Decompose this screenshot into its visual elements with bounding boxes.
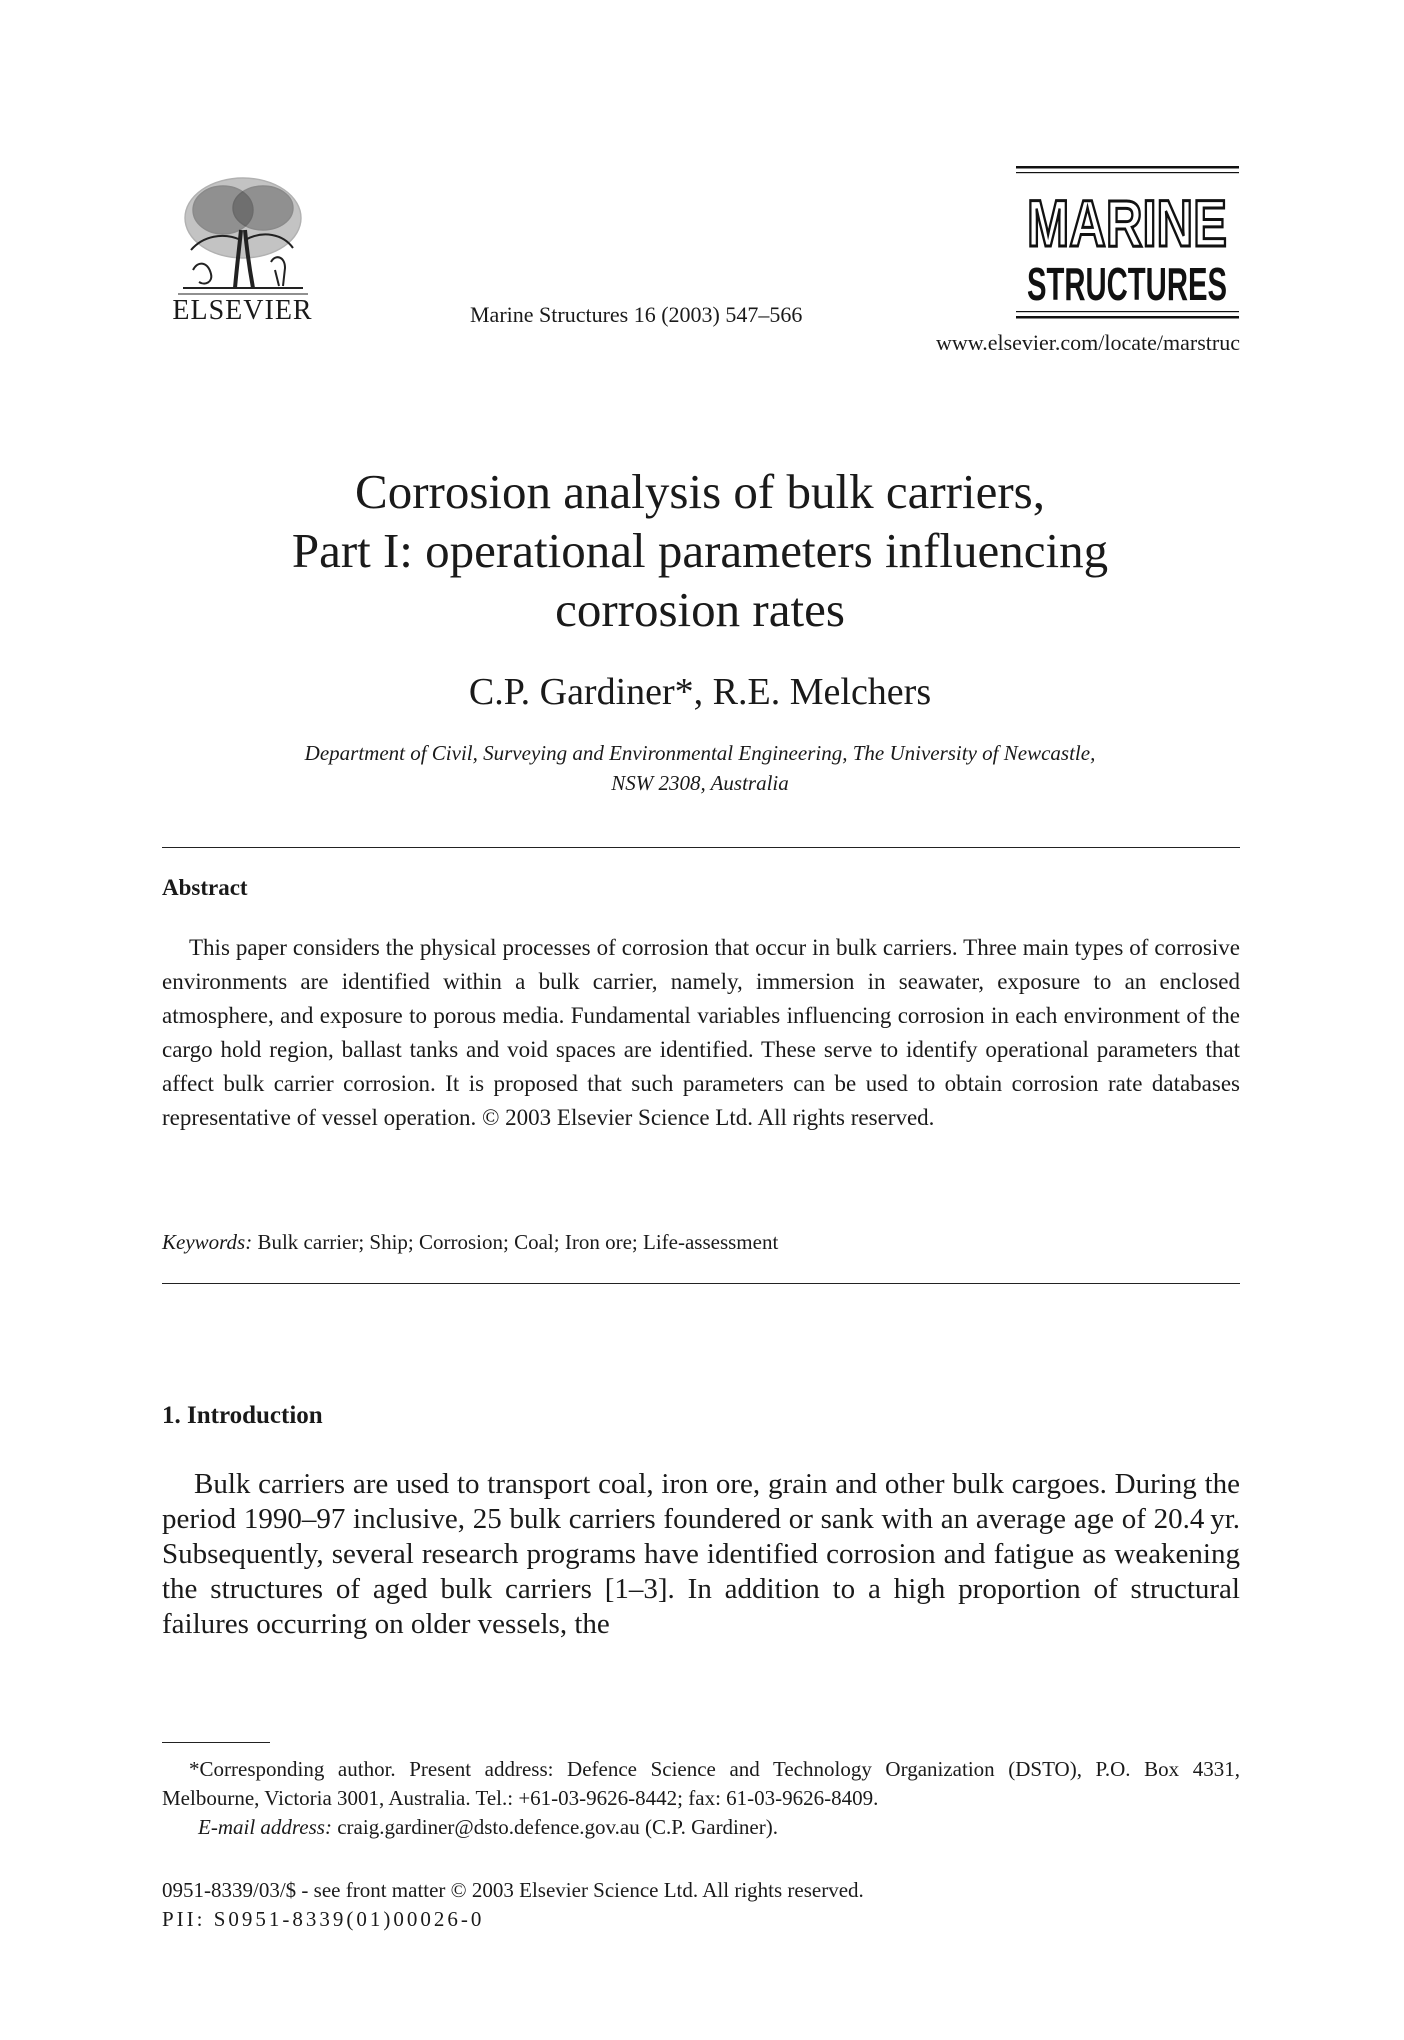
abstract-text: This paper considers the physical processes of corrosion that occur in bulk carriers. Three main types of corrosive environments are identified within a bulk carrier, namely, immersion in seawater, exposure to an enclosed atmosphere, and exposure to porous media. Fundamental variables influencing corrosion in each environment of the cargo hold region, ballast tanks and void spaces are identified. These serve to identify operational parameters that affect bulk carrier corrosion. It is proposed that such parameters can be used to obtain corrosion rate databases representative of vessel operation. © 2003 Elsevier Science Ltd. All rights reserved. xyxy=(162,935,1240,1130)
journal-logo-line2: STRUCTURES xyxy=(1027,258,1227,310)
journal-citation: Marine Structures 16 (2003) 547–566 xyxy=(470,302,803,327)
abstract-heading: Abstract xyxy=(162,875,248,900)
affiliation xyxy=(160,738,1240,798)
journal-url: www.elsevier.com/locate/marstruc xyxy=(935,330,1240,355)
footnote-text: *Corresponding author. Present address: Defence Science and Technology Organization (DSTO), P.O. Box 4331, Melbourne, Victoria 3001, Australia. Tel.: +61-03-9626-8442; fax: 61-03-9626-8409. xyxy=(162,1757,1240,1810)
marine-structures-logo xyxy=(1016,166,1239,321)
title-line: corrosion rates xyxy=(555,582,845,637)
keywords-label: Keywords: xyxy=(162,1230,253,1254)
title-line: Corrosion analysis of bulk carriers, xyxy=(355,464,1045,519)
title-line: Part I: operational parameters influencing xyxy=(291,523,1109,578)
abstract-bottom-rule xyxy=(162,1283,1240,1284)
publisher-name: ELSEVIER xyxy=(172,295,313,326)
keywords-list: Bulk carrier; Ship; Corrosion; Coal; Iron ore; Life-assessment xyxy=(257,1230,779,1254)
affiliation-line: NSW 2308, Australia xyxy=(611,771,789,795)
introduction-text: Bulk carriers are used to transport coal, iron ore, grain and other bulk cargoes. During the period 1990–97 inclusive, 25 bulk carriers foundered or sank with an average age of 20.4 yr. Subsequently, several research programs have identified corrosion and fatigue as weakening the structures of aged bulk carriers [1–3]. In addition to a high proportion of structural failures occurring on older vessels, the xyxy=(162,1468,1240,1640)
introduction-heading: 1. Introduction xyxy=(162,1402,323,1429)
article-title xyxy=(160,462,1240,639)
email-address[interactable]: craig.gardiner@dsto.defence.gov.au (C.P. Gardiner). xyxy=(337,1815,778,1839)
keywords xyxy=(162,1230,778,1255)
front-matter-line: 0951-8339/03/$ - see front matter © 2003 Elsevier Science Ltd. All rights reserved. xyxy=(162,1878,864,1902)
abstract-top-rule xyxy=(162,847,1240,848)
authors: C.P. Gardiner*, R.E. Melchers xyxy=(468,671,932,713)
pii-line: PII: S0951-8339(01)00026-0 xyxy=(162,1907,485,1931)
email-label: E-mail address: xyxy=(198,1815,332,1839)
email-line xyxy=(198,1815,778,1840)
affiliation-line: Department of Civil, Surveying and Environmental Engineering, The University of Newcastle, xyxy=(304,741,1096,765)
journal-logo-line1: MARINE xyxy=(1027,186,1227,260)
footnote-rule xyxy=(162,1742,270,1743)
